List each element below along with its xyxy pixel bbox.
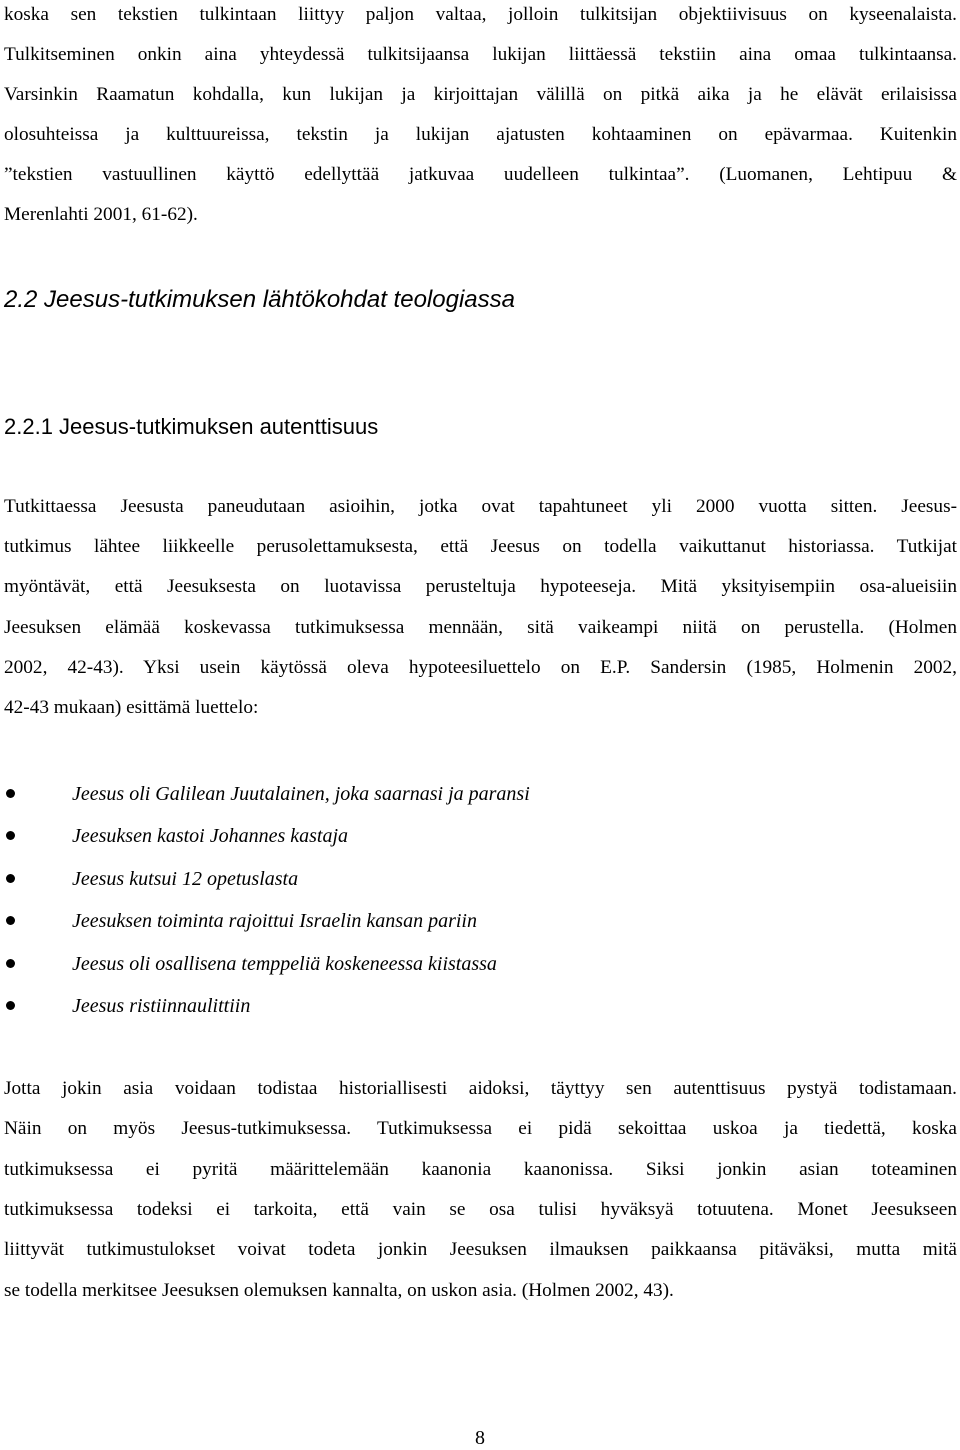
list-item-text: Jeesuksen toiminta rajoittui Israelin kansan pariin (72, 910, 477, 932)
text-line: Jotta jokin asia voidaan todistaa historiallisesti aidoksi, täyttyy sen autenttisuus pystyä todistamaan. (4, 1078, 957, 1099)
text-line: tutkimus lähtee liikkeelle perusolettamuksesta, että Jeesus on todella vaikuttanut historiassa. Tutkijat (4, 536, 957, 557)
bullet-icon (6, 874, 15, 883)
text-line: Merenlahti 2001, 61-62). (4, 204, 198, 225)
bullet-icon (6, 959, 15, 968)
text-line: Jeesuksen elämää koskevassa tutkimuksessa mennään, sitä vaikeampi niitä on perustella. (Holmen (4, 617, 957, 638)
text-line: tutkimuksessa todeksi ei tarkoita, että vain se osa tulisi hyväksyä totuutena. Monet Jeesukseen (4, 1199, 957, 1220)
text-line: olosuhteissa ja kulttuureissa, tekstin ja lukijan ajatusten kohtaaminen on epävarmaa. Kuitenkin (4, 124, 957, 145)
text-line: Tulkitseminen onkin aina yhteydessä tulkitsijaansa lukijan liittäessä tekstiin aina omaa tulkintaansa. (4, 44, 957, 65)
text-line: 42-43 mukaan) esittämä luettelo: (4, 697, 259, 718)
list-item (0, 950, 960, 978)
bullet-icon (6, 916, 15, 925)
list-item-text: Jeesus kutsui 12 opetuslasta (72, 868, 299, 890)
text-line: Tutkittaessa Jeesusta paneudutaan asioihin, jotka ovat tapahtuneet yli 2000 vuotta sitten. Jeesus- (4, 496, 957, 517)
bullet-icon (6, 831, 15, 840)
text-line: tutkimuksessa ei pyritä määrittelemään kaanonia kaanonissa. Siksi jonkin asian toteaminen (4, 1159, 957, 1180)
bullet-icon (6, 789, 15, 798)
list-item-text: Jeesus ristiinnaulittiin (72, 995, 251, 1017)
bullet-icon (6, 1001, 15, 1010)
list-item-text: Jeesuksen kastoi Johannes kastaja (72, 825, 349, 847)
text-line: Varsinkin Raamatun kohdalla, kun lukijan ja kirjoittajan välillä on pitkä aika ja he elävät erilaisissa (4, 84, 957, 105)
list-item (0, 822, 960, 850)
subsection-heading: 2.2.1 Jeesus-tutkimuksen autenttisuus (4, 414, 379, 439)
text-line: se todella merkitsee Jeesuksen olemuksen kannalta, on uskon asia. (Holmen 2002, 43). (4, 1280, 674, 1301)
list-item (0, 992, 960, 1020)
text-line: myöntävät, että Jeesuksesta on luotavissa perusteltuja hypoteeseja. Mitä yksityisempiin osa-alueisiin (4, 576, 957, 597)
list-item (0, 780, 960, 808)
text-line: ”tekstien vastuullinen käyttö edellyttää jatkuvaa uudelleen tulkintaa”. (Luomanen, Lehtipuu & (4, 164, 957, 185)
list-item-text: Jeesus oli osallisena temppeliä koskeneessa kiistassa (72, 953, 497, 975)
text-line: Näin on myös Jeesus-tutkimuksessa. Tutkimuksessa ei pidä sekoittaa uskoa ja tiedettä, koska (4, 1118, 957, 1139)
section-heading: 2.2 Jeesus-tutkimuksen lähtökohdat teologiassa (4, 286, 515, 313)
page-number: 8 (475, 1427, 485, 1449)
list-item (0, 865, 960, 893)
text-line: 2002, 42-43). Yksi usein käytössä oleva hypoteesiluettelo on E.P. Sandersin (1985, Holmenin 2002, (4, 657, 957, 678)
text-line: liittyvät tutkimustulokset voivat todeta jonkin Jeesuksen ilmauksen paikkaansa pitäväksi, mutta mitä (4, 1239, 957, 1260)
text-line: koska sen tekstien tulkintaan liittyy paljon valtaa, jolloin tulkitsijan objektiivisuus on kyseenalaista. (4, 4, 957, 25)
list-item (0, 907, 960, 935)
list-item-text: Jeesus oli Galilean Juutalainen, joka saarnasi ja paransi (72, 783, 530, 805)
